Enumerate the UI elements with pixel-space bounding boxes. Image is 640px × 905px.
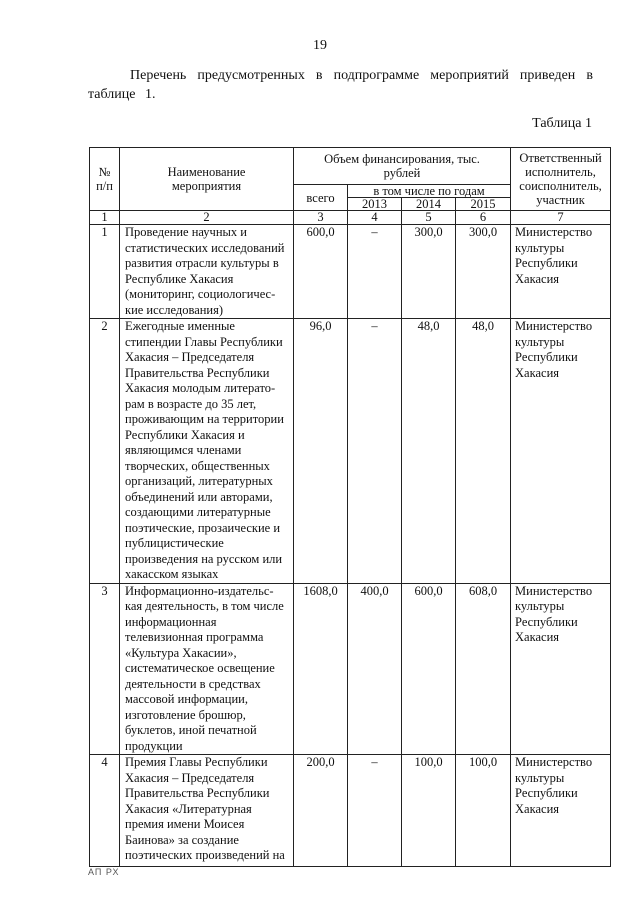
row-2013: 400,0 <box>348 583 402 755</box>
header-year-2014: 2014 <box>402 198 456 211</box>
table-row <box>90 319 611 584</box>
column-number: 7 <box>511 211 611 225</box>
footer-mark: АП РХ <box>88 867 120 877</box>
row-2015: 300,0 <box>456 225 511 319</box>
header-by-years: в том числе по годам <box>348 185 511 198</box>
row-2013: – <box>348 225 402 319</box>
row-name: Проведение научных и статистических исследований развития отрасли культуры в Республике Хакасия (мониторинг, социологичес-кие исследования) <box>120 225 294 319</box>
row-total: 600,0 <box>294 225 348 319</box>
row-2014: 48,0 <box>402 319 456 584</box>
header-name: Наименование мероприятия <box>120 148 294 211</box>
page-number: 19 <box>313 38 327 53</box>
header-funding: Объем финансирования, тыс. рублей <box>294 148 511 185</box>
table-caption: Таблица 1 <box>532 116 592 131</box>
row-2015: 608,0 <box>456 583 511 755</box>
column-number: 6 <box>456 211 511 225</box>
column-numbers-row <box>90 211 611 225</box>
column-number: 1 <box>90 211 120 225</box>
row-name: Ежегодные именные стипендии Главы Республики Хакасия – Председателя Правительства Республики Хакасия молодым литерато-рам в возрасте до 35 лет, проживающим на территории Республики Хакасия и являющимся членами творческих, общественных организаций, литературных объединений или авторами, создающими литературные поэтические, прозаические и публицистические произведения на русском или хакасском языках <box>120 319 294 584</box>
row-2013: – <box>348 755 402 867</box>
row-total: 200,0 <box>294 755 348 867</box>
column-number: 5 <box>402 211 456 225</box>
row-responsible: Министерство культуры Республики Хакасия <box>511 755 611 867</box>
row-num: 2 <box>90 319 120 584</box>
row-num: 4 <box>90 755 120 867</box>
intro-paragraph: Перечень предусмотренных в подпрограмме мероприятий приведен в таблице 1. <box>88 68 593 102</box>
row-2014: 600,0 <box>402 583 456 755</box>
row-2015: 100,0 <box>456 755 511 867</box>
header-year-2013: 2013 <box>348 198 402 211</box>
row-responsible: Министерство культуры Республики Хакасия <box>511 225 611 319</box>
row-total: 96,0 <box>294 319 348 584</box>
row-responsible: Министерство культуры Республики Хакасия <box>511 319 611 584</box>
header-year-2015: 2015 <box>456 198 511 211</box>
table-row <box>90 755 611 867</box>
table-row <box>90 583 611 755</box>
row-name: Премия Главы Республики Хакасия – Председателя Правительства Республики Хакасия «Литературная премия имени Моисея Баинова» за создание поэтических произведений на <box>120 755 294 867</box>
row-2014: 100,0 <box>402 755 456 867</box>
header-responsible: Ответственный исполнитель, соисполнитель, участник <box>511 148 611 211</box>
row-2013: – <box>348 319 402 584</box>
column-number: 3 <box>294 211 348 225</box>
table-row <box>90 225 611 319</box>
header-num: № п/п <box>90 148 120 211</box>
header-total: всего <box>294 185 348 211</box>
activities-table <box>89 147 611 867</box>
row-2015: 48,0 <box>456 319 511 584</box>
column-number: 2 <box>120 211 294 225</box>
row-num: 1 <box>90 225 120 319</box>
column-number: 4 <box>348 211 402 225</box>
row-name: Информационно-издательс-кая деятельность, в том числе информационная телевизионная программа «Культура Хакасии», систематическое освещение деятельности в средствах массовой информации, изготовление брошюр, буклетов, иной печатной продукции <box>120 583 294 755</box>
row-total: 1608,0 <box>294 583 348 755</box>
row-responsible: Министерство культуры Республики Хакасия <box>511 583 611 755</box>
row-2014: 300,0 <box>402 225 456 319</box>
row-num: 3 <box>90 583 120 755</box>
